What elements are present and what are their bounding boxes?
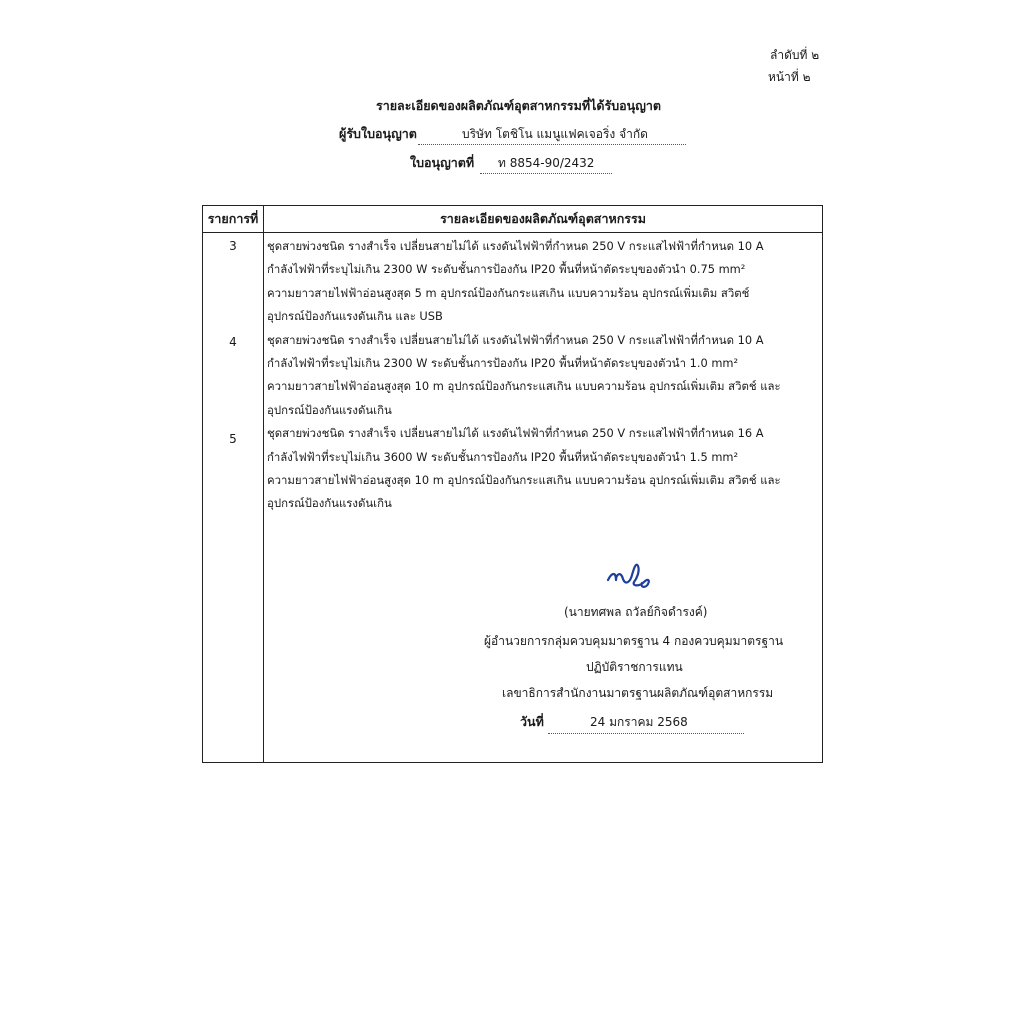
signatory-name: (นายทศพล ถวัลย์กิจดำรงค์) bbox=[564, 605, 708, 619]
item-detail-line: อุปกรณ์ป้องกันแรงดันเกิน bbox=[267, 402, 392, 417]
signatory-position-2: ปฏิบัติราชการแทน bbox=[586, 660, 683, 674]
item-detail-line: ชุดสายพ่วงชนิด รางสำเร็จ เปลี่ยนสายไม่ได้ แรงดันไฟฟ้าที่กำหนด 250 V กระแสไฟฟ้าที่กำหนด 16 A bbox=[267, 426, 764, 441]
item-number-column bbox=[203, 233, 264, 763]
date-value: 24 มกราคม 2568 bbox=[590, 715, 688, 729]
item-detail-line: ความยาวสายไฟฟ้าอ่อนสูงสุด 5 m อุปกรณ์ป้องกันกระแสเกิน แบบความร้อน อุปกรณ์เพิ่มเติม สวิตช์ bbox=[267, 285, 750, 300]
column-header-details: รายละเอียดของผลิตภัณฑ์อุตสาหกรรม bbox=[264, 206, 823, 233]
sequence-number: ลำดับที่ ๒ bbox=[770, 48, 820, 62]
page-number: หน้าที่ ๒ bbox=[768, 70, 811, 84]
product-details-table bbox=[202, 205, 823, 763]
licensee-label: ผู้รับใบอนุญาต bbox=[339, 126, 417, 141]
signatory-position-1: ผู้อำนวยการกลุ่มควบคุมมาตรฐาน 4 กองควบคุมมาตรฐาน bbox=[484, 634, 784, 648]
license-number-dotted-line bbox=[480, 173, 612, 174]
item-detail-line: อุปกรณ์ป้องกันแรงดันเกิน bbox=[267, 496, 392, 511]
date-dotted-line bbox=[548, 733, 744, 734]
item-detail-line: ความยาวสายไฟฟ้าอ่อนสูงสุด 10 m อุปกรณ์ป้องกันกระแสเกิน แบบความร้อน อุปกรณ์เพิ่มเติม สวิตช์ และ bbox=[267, 379, 781, 394]
list-item bbox=[264, 329, 822, 423]
item-detail-line: กำลังไฟฟ้าที่ระบุไม่เกิน 3600 W ระดับชั้นการป้องกัน IP20 พื้นที่หน้าตัดระบุของตัวนำ 1.5 mm² bbox=[267, 449, 739, 464]
license-number-label: ใบอนุญาตที่ bbox=[410, 155, 475, 170]
item-number: 5 bbox=[229, 431, 237, 446]
item-number: 4 bbox=[229, 335, 237, 350]
signature-image bbox=[604, 556, 664, 592]
item-detail-line: อุปกรณ์ป้องกันแรงดันเกิน และ USB bbox=[267, 309, 443, 324]
table-header-row bbox=[203, 206, 823, 233]
item-detail-line: กำลังไฟฟ้าที่ระบุไม่เกิน 2300 W ระดับชั้นการป้องกัน IP20 พื้นที่หน้าตัดระบุของตัวนำ 1.0 mm² bbox=[267, 356, 739, 371]
item-detail-line: ชุดสายพ่วงชนิด รางสำเร็จ เปลี่ยนสายไม่ได้ แรงดันไฟฟ้าที่กำหนด 250 V กระแสไฟฟ้าที่กำหนด 10 A bbox=[267, 239, 764, 253]
column-header-item-no: รายการที่ bbox=[203, 206, 264, 233]
license-number-value: ท 8854-90/2432 bbox=[498, 156, 595, 170]
list-item bbox=[264, 235, 822, 329]
item-detail-line: ความยาวสายไฟฟ้าอ่อนสูงสุด 10 m อุปกรณ์ป้องกันกระแสเกิน แบบความร้อน อุปกรณ์เพิ่มเติม สวิตช์ และ bbox=[267, 473, 781, 488]
signatory-position-3: เลขาธิการสำนักงานมาตรฐานผลิตภัณฑ์อุตสาหกรรม bbox=[502, 686, 774, 700]
item-number: 3 bbox=[229, 239, 237, 253]
date-label: วันที่ bbox=[520, 714, 544, 729]
item-detail-line: กำลังไฟฟ้าที่ระบุไม่เกิน 2300 W ระดับชั้นการป้องกัน IP20 พื้นที่หน้าตัดระบุของตัวนำ 0.75 mm² bbox=[267, 262, 746, 277]
document-title: รายละเอียดของผลิตภัณฑ์อุตสาหกรรมที่ได้รับอนุญาต bbox=[376, 98, 662, 113]
licensee-value: บริษัท โตชิโน แมนูแฟคเจอริ่ง จำกัด bbox=[462, 127, 648, 141]
table-row bbox=[203, 233, 823, 763]
item-detail-line: ชุดสายพ่วงชนิด รางสำเร็จ เปลี่ยนสายไม่ได้ แรงดันไฟฟ้าที่กำหนด 250 V กระแสไฟฟ้าที่กำหนด 10 A bbox=[267, 332, 764, 347]
licensee-dotted-line bbox=[418, 144, 686, 145]
list-item bbox=[264, 422, 822, 516]
item-details-column bbox=[264, 233, 823, 763]
